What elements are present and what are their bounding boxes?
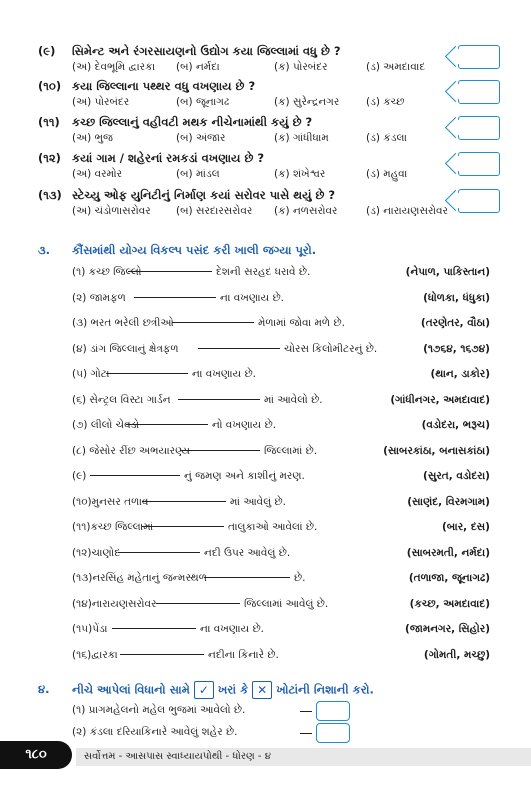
fill-item-prefix: (૯) bbox=[72, 470, 87, 482]
option-4[interactable]: (ડ) નારાયણસરોવર bbox=[366, 205, 448, 217]
blank-line[interactable] bbox=[120, 654, 204, 655]
question-number: (૧૦) bbox=[38, 79, 62, 93]
fill-item-prefix: (૭) લીલો ચેવડો bbox=[72, 419, 140, 431]
option-3[interactable]: (ક) નળસરોવર bbox=[274, 205, 338, 217]
option-2[interactable]: (બ) માંડલ bbox=[176, 168, 220, 180]
fill-item-prefix: (૨) જામફળ bbox=[72, 291, 126, 304]
fill-item-suffix: ના વખણાય છે. bbox=[200, 623, 265, 635]
blank-line[interactable] bbox=[198, 348, 280, 349]
fill-item-options: (સુરત, વડોદરા) bbox=[423, 470, 490, 482]
blank-line[interactable] bbox=[178, 399, 260, 400]
blank-line[interactable] bbox=[106, 373, 188, 374]
fill-item-suffix: નો વખણાય છે. bbox=[212, 419, 277, 431]
fill-item-prefix: (૧૦)મુનસર તળાવ bbox=[72, 495, 149, 508]
checkmark-icon: ✓ bbox=[194, 681, 214, 699]
option-2[interactable]: (બ) નર્મદા bbox=[176, 61, 220, 73]
fill-item-prefix: (૧૧)કચ્છ જિલ્લામાં bbox=[72, 521, 154, 533]
option-4[interactable]: (ડ) અમદાવાદ bbox=[366, 61, 426, 73]
answer-tag[interactable] bbox=[458, 189, 500, 213]
fill-item-prefix: (૮) જેસોર રીંછ અભયારણ્ય bbox=[72, 444, 191, 457]
page-number: ૧૮૦ bbox=[0, 741, 72, 769]
blank-line[interactable] bbox=[142, 501, 226, 502]
option-3[interactable]: (ક) સુરેન્દ્રનગર bbox=[274, 96, 340, 108]
fill-item-options: (જામનગર, સિહોર) bbox=[405, 623, 490, 635]
fill-item-prefix: (૪) ડાંગ જિલ્લાનું ક્ષેત્રફળ bbox=[72, 342, 179, 355]
question-number: (૯) bbox=[38, 44, 56, 58]
option-4[interactable]: (ડ) કંડલા bbox=[366, 132, 407, 144]
fill-item-options: (બાર, દસ) bbox=[441, 521, 490, 533]
fill-item-options: (નેપાળ, પાકિસ્તાન) bbox=[405, 266, 490, 278]
question-number: (૧૨) bbox=[38, 151, 61, 165]
answer-tag[interactable] bbox=[458, 45, 500, 69]
fill-item-prefix: (૧૬)દ્વારકા bbox=[72, 648, 118, 661]
fill-item-prefix: (૩) ભરત ભરેલી છત્રીઓ bbox=[72, 317, 174, 329]
fill-item-options: (તળાજા, જૂનાગઢ) bbox=[408, 572, 490, 584]
blank-line[interactable] bbox=[142, 526, 224, 527]
fill-item-suffix: ચોરસ કિલોમીટરનું છે. bbox=[284, 342, 378, 355]
statement: (૧) પ્રાગમહેલનો મહેલ ભુજમાં આવેલો છે. bbox=[72, 704, 246, 716]
fill-item-options: (વડોદરા, ભરૂચ) bbox=[421, 419, 490, 431]
blank-line[interactable] bbox=[156, 603, 240, 604]
fill-item-options: (સાબરકાંઠા, બનાસકાંઠા) bbox=[383, 444, 490, 457]
option-3[interactable]: (ક) શંખેશ્વર bbox=[274, 168, 326, 180]
fill-item-options: (સાણંદ, વિરમગામ) bbox=[407, 495, 490, 508]
fill-item-suffix: ના વખણાય છે. bbox=[220, 291, 285, 304]
blank-line[interactable] bbox=[204, 577, 290, 578]
answer-dash bbox=[300, 733, 312, 734]
blank-line[interactable] bbox=[90, 475, 180, 476]
fill-item-prefix: (૫) ગોટા bbox=[72, 368, 110, 380]
fill-item-options: (ધોળકા, ધંધુકા) bbox=[423, 291, 490, 304]
option-3[interactable]: (ક) ગાંધીધામ bbox=[274, 132, 329, 144]
fill-item-suffix: માં આવેલો છે. bbox=[264, 393, 323, 406]
fill-item-suffix: તાલુકાઓ આવેલાં છે. bbox=[228, 521, 318, 533]
statement: (૨) કંડલા દરિયાકિનારે આવેલું શહેર છે. bbox=[72, 726, 238, 738]
fill-item-prefix: (૧૩)નરસિંહ મહેતાનું જન્મસ્થળ bbox=[72, 572, 207, 584]
question-number: (૧૩) bbox=[38, 188, 62, 202]
option-1[interactable]: (અ) દેવભૂમિ દ્વારકા bbox=[72, 61, 156, 73]
fill-item-suffix: ના વખણાય છે. bbox=[192, 368, 257, 380]
fill-item-prefix: (૧૪)નારાયણસરોવર bbox=[72, 597, 157, 610]
fill-item-options: (થાન, ડાકોર) bbox=[430, 368, 490, 380]
fill-item-suffix: દેશની સરહદ ધરાવે છે. bbox=[216, 266, 311, 278]
option-1[interactable]: (અ) ભુજ bbox=[72, 132, 113, 144]
answer-tag[interactable] bbox=[458, 116, 500, 140]
footer-text: સર્વોત્તમ - આસપાસ સ્વાધ્યાયપોથી - ધોરણ - ૪ bbox=[76, 748, 531, 766]
section-title-part: નીચે આપેલાં વિધાનો સામે bbox=[72, 682, 190, 697]
fill-item-suffix: જિલ્લામાં છે. bbox=[264, 444, 318, 457]
option-2[interactable]: (બ) સરદારસરોવર bbox=[176, 205, 253, 217]
question-number: (૧૧) bbox=[38, 115, 60, 129]
fill-item-options: (ગોમતી, મચ્છુ) bbox=[423, 648, 490, 661]
section-title: કૌંસમાંથી યોગ્ય વિકલ્પ પસંદ કરી ખાલી જગ્યા પૂરો. bbox=[72, 243, 317, 257]
fill-item-suffix: મેળામાં જોવા મળે છે. bbox=[258, 317, 345, 329]
fill-item-options: (૧૭૬૪, ૧૬૭૪) bbox=[423, 342, 490, 355]
fill-item-suffix: માં આવેલું છે. bbox=[230, 495, 286, 508]
blank-line[interactable] bbox=[112, 628, 196, 629]
fill-item-options: (સાબરમતી, નર્મદા) bbox=[406, 546, 490, 559]
section-number: ૩. bbox=[38, 243, 51, 257]
section-title-part: ખરાં કે bbox=[217, 682, 249, 697]
answer-dash bbox=[300, 711, 312, 712]
option-4[interactable]: (ડ) કચ્છ bbox=[366, 96, 405, 108]
answer-tag[interactable] bbox=[458, 80, 500, 104]
fill-item-options: (કચ્છ, અમદાવાદ) bbox=[409, 597, 490, 610]
fill-item-prefix: (૧૫)પેંડા bbox=[72, 623, 108, 635]
section-number: ૪. bbox=[38, 682, 50, 696]
blank-line[interactable] bbox=[180, 450, 260, 451]
fill-item-suffix: નદી ઉપર આવેલું છે. bbox=[204, 546, 291, 559]
blank-line[interactable] bbox=[126, 424, 208, 425]
cross-icon: ✕ bbox=[252, 681, 272, 699]
question-text: કયા જિલ્લાના પથ્થર વધુ વખણાય છે ? bbox=[72, 79, 256, 93]
section-title bbox=[72, 681, 374, 699]
blank-line[interactable] bbox=[134, 297, 216, 298]
option-1[interactable]: (અ) વરમોર bbox=[72, 168, 123, 180]
option-1[interactable]: (અ) પોરબંદર bbox=[72, 96, 130, 108]
fill-item-suffix: નદીના કિનારે છે. bbox=[208, 648, 279, 661]
question-text: કયાં ગામ / શહેરનાં રમકડાં વખણાય છે ? bbox=[72, 151, 265, 165]
fill-item-prefix: (૧) કચ્છ જિલ્લો bbox=[72, 266, 142, 278]
question-text: કચ્છ જિલ્લાનું વહીવટી મથક નીચેનામાંથી કયું છે ? bbox=[72, 115, 313, 129]
fill-item-options: (ગાંધીનગર, અમદાવાદ) bbox=[390, 393, 490, 406]
option-2[interactable]: (બ) અંજાર bbox=[176, 132, 226, 144]
question-text: સિમેન્ટ અને રંગરસાયણનો ઉદ્યોગ કયા જિલ્લામાં વધુ છે ? bbox=[72, 44, 341, 58]
blank-line[interactable] bbox=[128, 271, 212, 272]
section-title-part: ખોટાંની નિશાની કરો. bbox=[276, 682, 374, 697]
option-2[interactable]: (બ) જૂનાગઢ bbox=[176, 96, 230, 108]
fill-item-suffix: છે. bbox=[294, 572, 306, 584]
option-3[interactable]: (ક) પોરબંદર bbox=[274, 61, 328, 73]
fill-item-suffix: નું જમણ અને કાશીનું મરણ. bbox=[184, 470, 305, 482]
option-1[interactable]: (અ) ચંડોળાસરોવર bbox=[72, 205, 151, 217]
blank-line[interactable] bbox=[172, 322, 254, 323]
fill-item-prefix: (૬) સેન્ટ્રલ વિસ્ટા ગાર્ડન bbox=[72, 393, 171, 406]
option-4[interactable]: (ડ) મહુવા bbox=[366, 168, 408, 180]
true-false-box[interactable] bbox=[316, 723, 350, 743]
answer-tag[interactable] bbox=[458, 152, 500, 176]
fill-item-options: (તરણેતર, વૌઠા) bbox=[420, 317, 490, 329]
fill-item-prefix: (૧૨)ચાણોદ bbox=[72, 546, 121, 559]
blank-line[interactable] bbox=[118, 552, 200, 553]
fill-item-suffix: જિલ્લામાં આવેલું છે. bbox=[244, 597, 329, 610]
true-false-box[interactable] bbox=[316, 701, 350, 721]
question-text: સ્ટેચ્યુ ઓફ યુનિટીનું નિર્માણ કયાં સરોવર પાસે થયું છે ? bbox=[72, 188, 336, 202]
